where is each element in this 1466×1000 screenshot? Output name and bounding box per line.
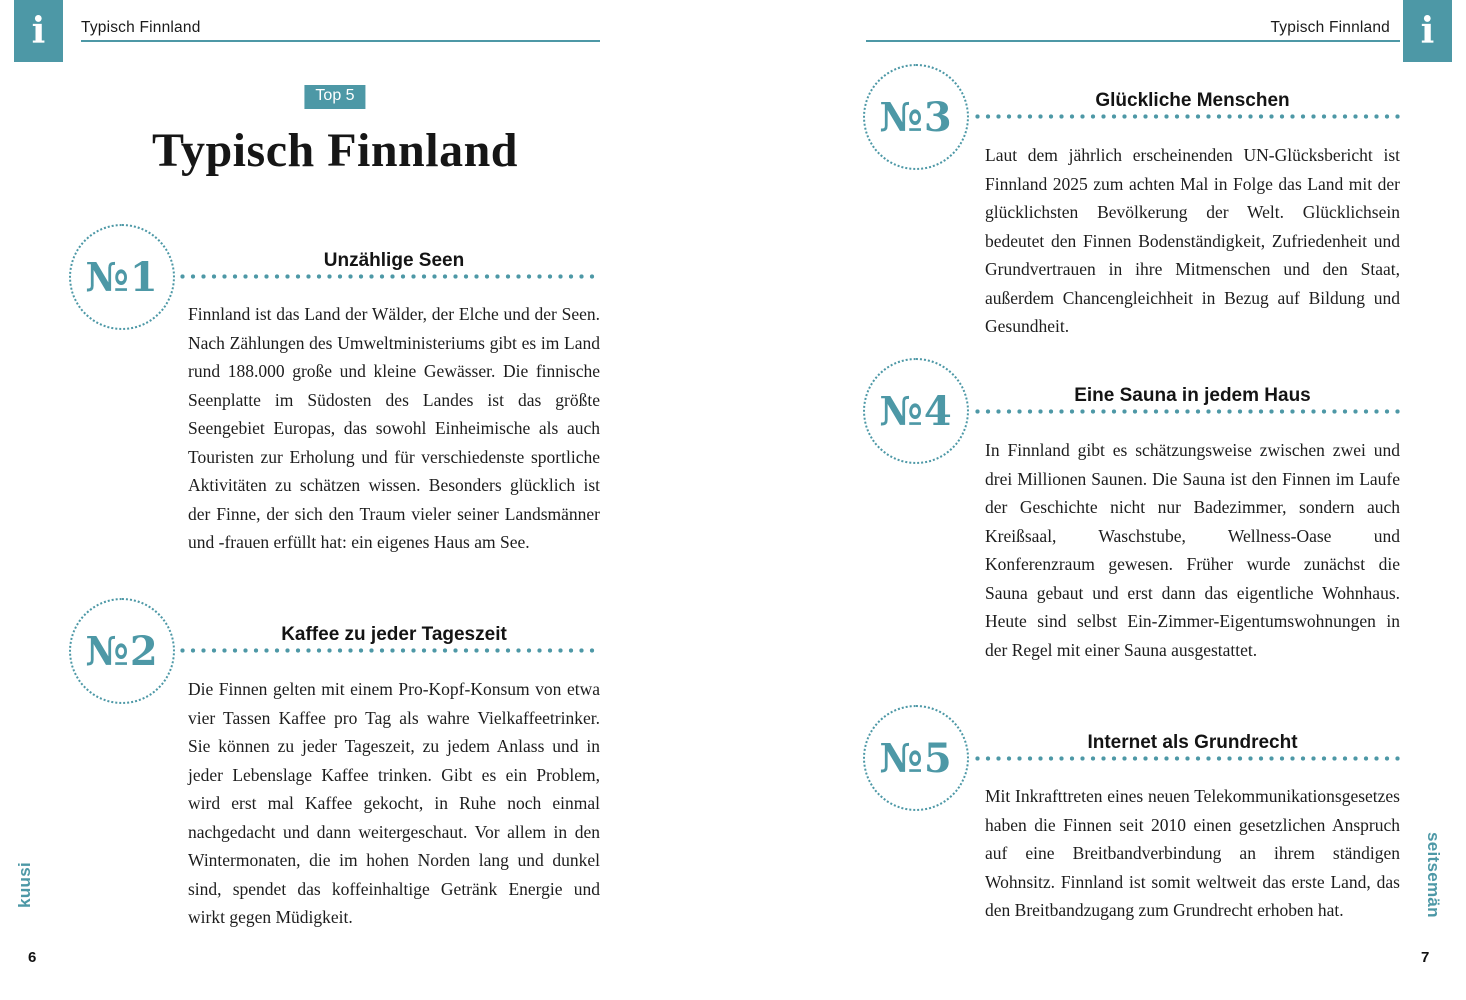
topic-body: In Finnland gibt es schätzungsweise zwischen zwei und drei Millionen Saunen. Die Sauna ist den Finnen im Laufe der Geschichte nicht nur Badezimmer, sondern auch Kreißsaal, Waschstube, Wellness-Oase und Konferenzraum gewesen. Früher wurde zunächst die Sauna gebaut und erst dann das eigentliche Wohnhaus. Heute sind selbst Ein-Zimmer-Eigentumswohnungen in der Regel mit einer Sauna ausgestattet. <box>985 440 1400 660</box>
info-icon: i <box>1403 0 1452 62</box>
topic-body: Mit Inkrafttreten eines neuen Telekommunikationsgesetzes haben die Finnen seit 2010 einen gesetzlichen Anspruch auf eine Breitbandverbindung an ihrem ständigen Wohnsitz. Finnland ist somit weltweit das erste Land, das den Breitbandzugang zum Grundrecht erhoben hat. <box>985 786 1400 920</box>
page-title: Typisch Finnland <box>152 124 518 177</box>
topic-body: Die Finnen gelten mit einem Pro-Kopf-Konsum von etwa vier Tassen Kaffee pro Tag als wahre Vielkaffeetrinker. Sie können zu jeder Tageszeit, zu jedem Anlass und in jeder Lebenslage Kaffee trinken. Gibt es ein Problem, wird erst mal Kaffee gekocht, in Ruhe noch einmal nachgedacht und dann weitergeschaut. Vor allem in den Wintermonaten, die im hohen Norden lang und dunkel sind, spendet das koffeinhaltige Getränk Energie und wirkt gegen Müdigkeit. <box>188 679 600 927</box>
running-header-left: Typisch Finnland <box>81 19 201 36</box>
topic-body: Finnland ist das Land der Wälder, der Elche und der Seen. Nach Zählungen des Umweltministeriums gibt es im Land rund 188.000 große und kleine Gewässer. Die finnische Seenplatte im Südosten des Landes ist das größte Seengebiet Europas, das sowohl Einheimische als auch Touristen zur Erholung und für verschiedenste sportliche Aktivitäten zu schätzen wissen. Besonders glücklich ist der Finne, der sich den Traum vieler seiner Landsmänner und -frauen erfüllt hat: ein eigenes Haus am See. <box>188 304 600 552</box>
topic-heading: Glückliche Menschen <box>1095 90 1290 111</box>
margin-word-right: seitsemän <box>1424 832 1443 918</box>
topic-number: №5 <box>879 734 953 782</box>
topic-heading: Internet als Grundrecht <box>1087 732 1298 753</box>
topic-number-circle <box>863 358 969 464</box>
top5-badge: Top 5 <box>304 85 365 109</box>
topic-number: №1 <box>85 253 159 301</box>
topic-number: №2 <box>85 627 159 675</box>
dotted-rule <box>975 756 1400 761</box>
running-header-right: Typisch Finnland <box>1270 19 1390 36</box>
topic-number-circle <box>69 598 175 704</box>
info-icon: i <box>14 0 63 62</box>
dotted-rule <box>975 409 1400 414</box>
page-number-right: 7 <box>1421 949 1430 966</box>
topic-number: №4 <box>879 387 953 435</box>
topic-number-circle <box>863 64 969 170</box>
dotted-rule <box>180 274 600 279</box>
topic-heading: Unzählige Seen <box>323 250 465 271</box>
topic-number-circle <box>863 705 969 811</box>
topic-number-circle <box>69 224 175 330</box>
topic-number: №3 <box>879 93 953 141</box>
topic-body: Laut dem jährlich erscheinenden UN-Glücksbericht ist Finnland 2025 zum achten Mal in Folge das Land mit der glücklichsten Bevölkerung der Welt. Glücklichsein bedeutet den Finnen Bodenständigkeit, Zufriedenheit und Grundvertrauen in ihre Mitmenschen und den Staat, außerdem Chancengleichheit in Bezug auf Bildung und Gesundheit. <box>985 145 1400 336</box>
page-number-left: 6 <box>28 949 37 966</box>
dotted-rule <box>180 648 600 653</box>
topic-heading: Eine Sauna in jedem Haus <box>1074 385 1311 406</box>
margin-word-left: kuusi <box>15 862 34 908</box>
header-rule-right <box>866 40 1400 42</box>
header-rule-left <box>81 40 600 42</box>
dotted-rule <box>975 114 1400 119</box>
topic-heading: Kaffee zu jeder Tageszeit <box>281 624 507 645</box>
